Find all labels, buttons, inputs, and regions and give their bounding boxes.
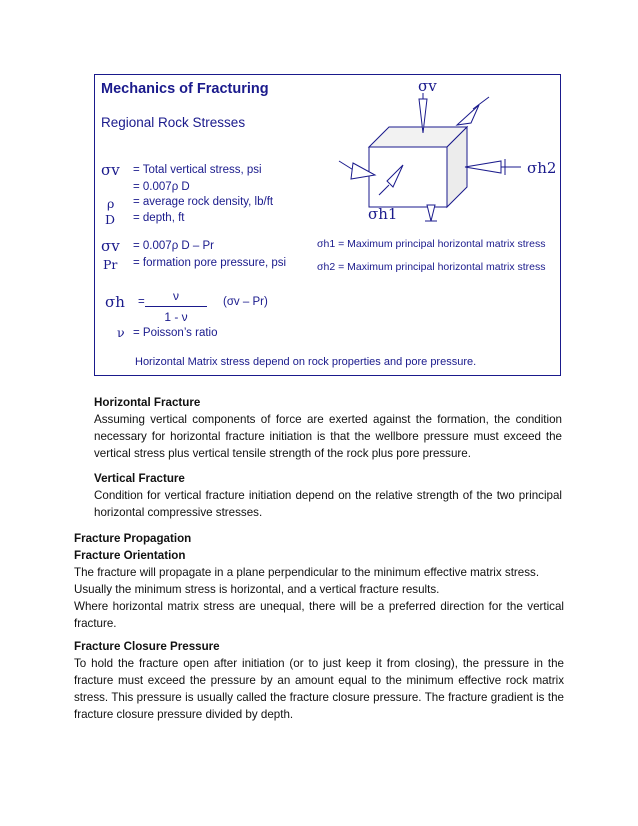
vertical-fracture-section: [94, 470, 562, 521]
stress-figure: [94, 74, 561, 376]
vertical-fracture-body: Condition for vertical fracture initiation depend on the relative strength of the two principal horizontal compressive stresses.: [94, 489, 562, 519]
sigma-v-symbol: σv: [101, 161, 120, 179]
fraction-bar: [145, 306, 207, 307]
fracture-propagation-heading: Fracture Propagation: [74, 532, 192, 545]
horizontal-fracture-body: Assuming vertical components of force are exerted against the formation, the condition necessary for horizontal fracture initiation is that the wellbore pressure must exceed the vertical stress plus vertical tensile strength of the rock plus pore pressure.: [94, 413, 562, 460]
sigma-v-equation: = 0.007ρ D: [133, 181, 190, 193]
fracture-closure-body: To hold the fracture open after initiation (or to just keep it from closing), the pressure in the fracture must exceed the pressure by an amount equal to the minimum effective rock matrix stress. This pressure is usually called the fracture closure pressure. The fracture gradient is the fracture closure pressure divided by depth.: [74, 657, 564, 721]
pore-pressure-definition: = formation pore pressure, psi: [133, 257, 287, 269]
propagation-line-2: Usually the minimum stress is horizontal, and a vertical fracture results.: [74, 583, 440, 596]
cube-label-sigma-h1: σh1: [368, 205, 398, 223]
legend-sigma-h2: σh2 = Maximum principal horizontal matrix stress: [317, 261, 546, 273]
bottom-arrow: [427, 205, 435, 221]
cube-front-face: [369, 147, 447, 207]
fracture-propagation-section: [74, 530, 564, 632]
fraction-numerator: ν: [173, 289, 179, 303]
rho-symbol: ρ: [107, 196, 115, 211]
sigma-h-symbol: σh: [105, 293, 125, 311]
fracture-closure-heading: Fracture Closure Pressure: [74, 640, 220, 653]
upper-diagonal-arrow-shaft: [473, 97, 489, 109]
sigma-v-effective-equation: = 0.007ρ D – Pr: [133, 240, 215, 252]
propagation-line-1: The fracture will propagate in a plane perpendicular to the minimum effective matrix stress.: [74, 566, 540, 579]
nu-definition: = Poisson’s ratio: [133, 327, 218, 339]
legend-sigma-h1: σh1 = Maximum principal horizontal matrix stress: [317, 238, 546, 250]
rho-definition: = average rock density, lb/ft: [133, 196, 274, 208]
depth-definition: = depth, ft: [133, 212, 185, 224]
figure-title: Mechanics of Fracturing: [101, 81, 269, 97]
figure-note: Horizontal Matrix stress depend on rock properties and pore pressure.: [135, 356, 477, 368]
pore-pressure-symbol: Pr: [103, 257, 118, 272]
propagation-line-3: Where horizontal matrix stress are unequal, there will be a preferred direction for the vertical fracture.: [74, 600, 564, 630]
sigma-v-effective-symbol: σv: [101, 237, 120, 255]
cube-label-sigma-h2: σh2: [527, 159, 557, 177]
stress-cube-diagram: [333, 75, 559, 235]
poisson-fraction: [145, 289, 207, 324]
fraction-denominator: 1 - ν: [164, 310, 188, 324]
horizontal-fracture-section: [94, 394, 562, 462]
figure-subtitle: Regional Rock Stresses: [101, 115, 246, 130]
fracture-orientation-heading: Fracture Orientation: [74, 549, 186, 562]
depth-symbol: D: [105, 212, 116, 227]
equals-sign: =: [138, 296, 145, 308]
sigma-h-remainder: (σv – Pr): [223, 296, 268, 308]
cube-label-sigma-v: σv: [418, 77, 437, 95]
vertical-fracture-heading: Vertical Fracture: [94, 472, 185, 485]
horizontal-fracture-heading: Horizontal Fracture: [94, 396, 201, 409]
sigma-h2-arrow: [465, 161, 501, 173]
nu-symbol: ν: [117, 325, 125, 340]
fracture-closure-section: [74, 638, 564, 723]
sigma-v-definition: = Total vertical stress, psi: [133, 164, 262, 176]
